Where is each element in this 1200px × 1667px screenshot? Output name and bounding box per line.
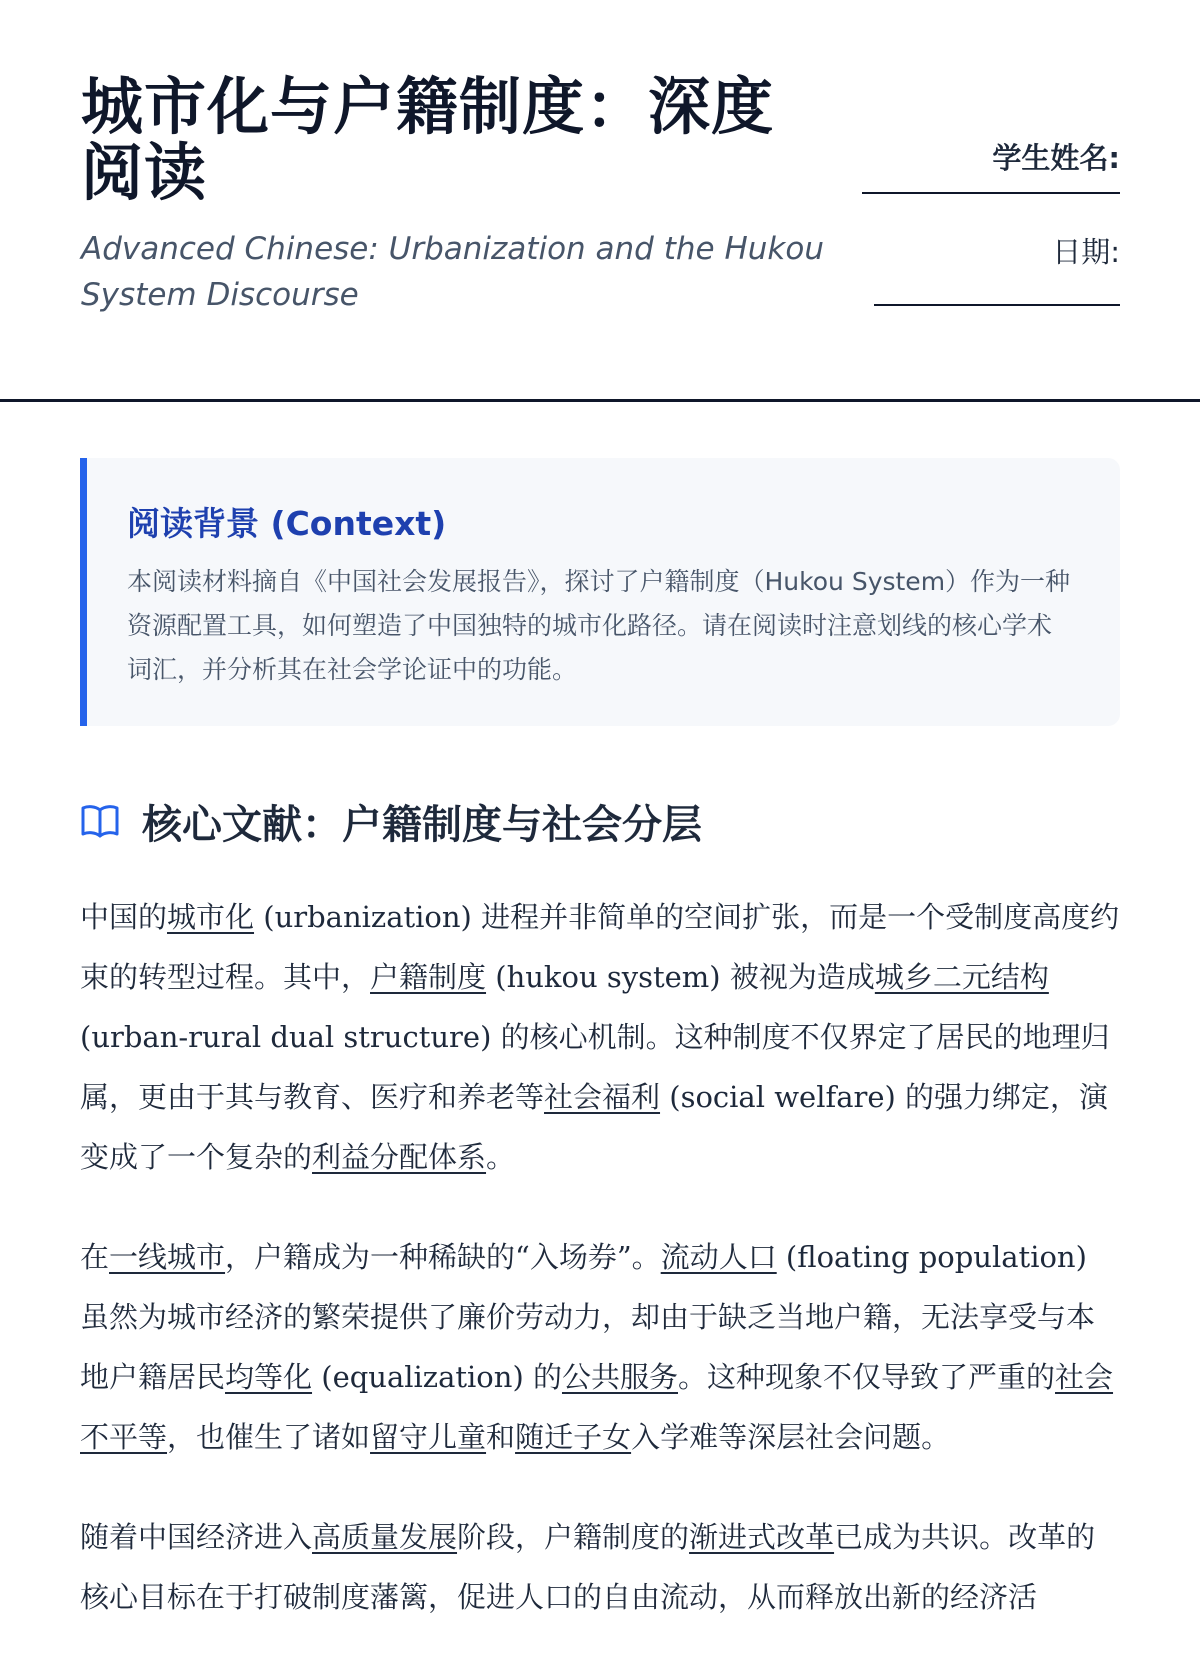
key-term: 一线城市 [109, 1240, 226, 1274]
article-body [80, 887, 1120, 1667]
paragraph-text: 随着中国经济进入 [80, 1520, 313, 1554]
paragraph-text: 中国的 [80, 900, 168, 934]
page-subtitle: Advanced Chinese: Urbanization and the Hukou System Discourse [81, 231, 824, 313]
page-title: 城市化与户籍制度：深度阅读 [81, 70, 775, 209]
paragraph-text: 。这种现象不仅导致了严重的 [678, 1360, 1056, 1394]
paragraph-text: 和 [486, 1420, 516, 1454]
context-body: 本阅读材料摘自《中国社会发展报告》，探讨了户籍制度（Hukou System）作为一种资源配置工具，如何塑造了中国独特的城市化路径。请在阅读时注意划线的核心学术词汇，并分析其在社会学论证中的功能。 [127, 567, 1071, 684]
paragraph-text: ，户籍成为一种稀缺的“入场券”。 [225, 1240, 661, 1274]
paragraph-text: (floating population) 虽然为城市经济的繁荣提供了廉价劳动力，却由于缺乏当地户籍，无法享受与本地户籍居民 [80, 1240, 1096, 1394]
article-paragraph [80, 1227, 1120, 1467]
paragraph-text: (social welfare) 的强力绑定，演变成了一个复杂的 [80, 1080, 1109, 1174]
key-term: 留守儿童 [370, 1420, 487, 1454]
key-term: 均等化 [225, 1360, 313, 1394]
key-term: 渐进式改革 [689, 1520, 835, 1554]
paragraph-text: 阶段，户籍制度的 [457, 1520, 690, 1554]
section-heading [80, 796, 702, 846]
section-title: 核心文献：户籍制度与社会分层 [142, 801, 702, 848]
paragraph-text: 在 [80, 1240, 110, 1274]
book-icon [80, 803, 120, 839]
paragraph-text: ，也催生了诸如 [167, 1420, 371, 1454]
worksheet-header [0, 0, 1200, 402]
key-term: 公共服务 [561, 1360, 678, 1394]
paragraph-text: (urbanization) 进程并非简单的空间扩张，而是一个受制度高度约束的转型过程。其中， [80, 900, 1120, 994]
key-term: 随迁子女 [515, 1420, 632, 1454]
key-term: 社会福利 [544, 1080, 661, 1114]
key-term: 城市化 [167, 900, 255, 934]
context-box [80, 458, 1120, 726]
key-term: 城乡二元结构 [874, 960, 1049, 994]
key-term: 社会不平等 [80, 1360, 1114, 1454]
paragraph-text: 入学难等深层社会问题。 [631, 1420, 951, 1454]
paragraph-text: 。 [486, 1140, 516, 1174]
paragraph-text: (hukou system) 被视为造成 [486, 960, 875, 994]
key-term: 利益分配体系 [312, 1140, 487, 1174]
paragraph-text: (urban-rural dual structure) 的核心机制。这种制度不仅界定了居民的地理归属，更由于其与教育、医疗和养老等 [80, 1020, 1110, 1114]
date-label: 日期: [1052, 235, 1120, 269]
context-title: 阅读背景 (Context) [127, 504, 447, 543]
article-paragraph [80, 1507, 1120, 1627]
date-field[interactable] [874, 304, 1120, 306]
key-term: 流动人口 [660, 1240, 777, 1274]
student-name-field[interactable] [862, 192, 1120, 194]
key-term: 户籍制度 [370, 960, 487, 994]
student-name-label: 学生姓名: [992, 141, 1120, 175]
article-paragraph [80, 887, 1120, 1187]
paragraph-text: 已成为共识。改革的核心目标在于打破制度藩篱，促进人口的自由流动，从而释放出新的经济活 [80, 1520, 1096, 1614]
key-term: 高质量发展 [312, 1520, 458, 1554]
paragraph-text: (equalization) 的 [312, 1360, 562, 1394]
